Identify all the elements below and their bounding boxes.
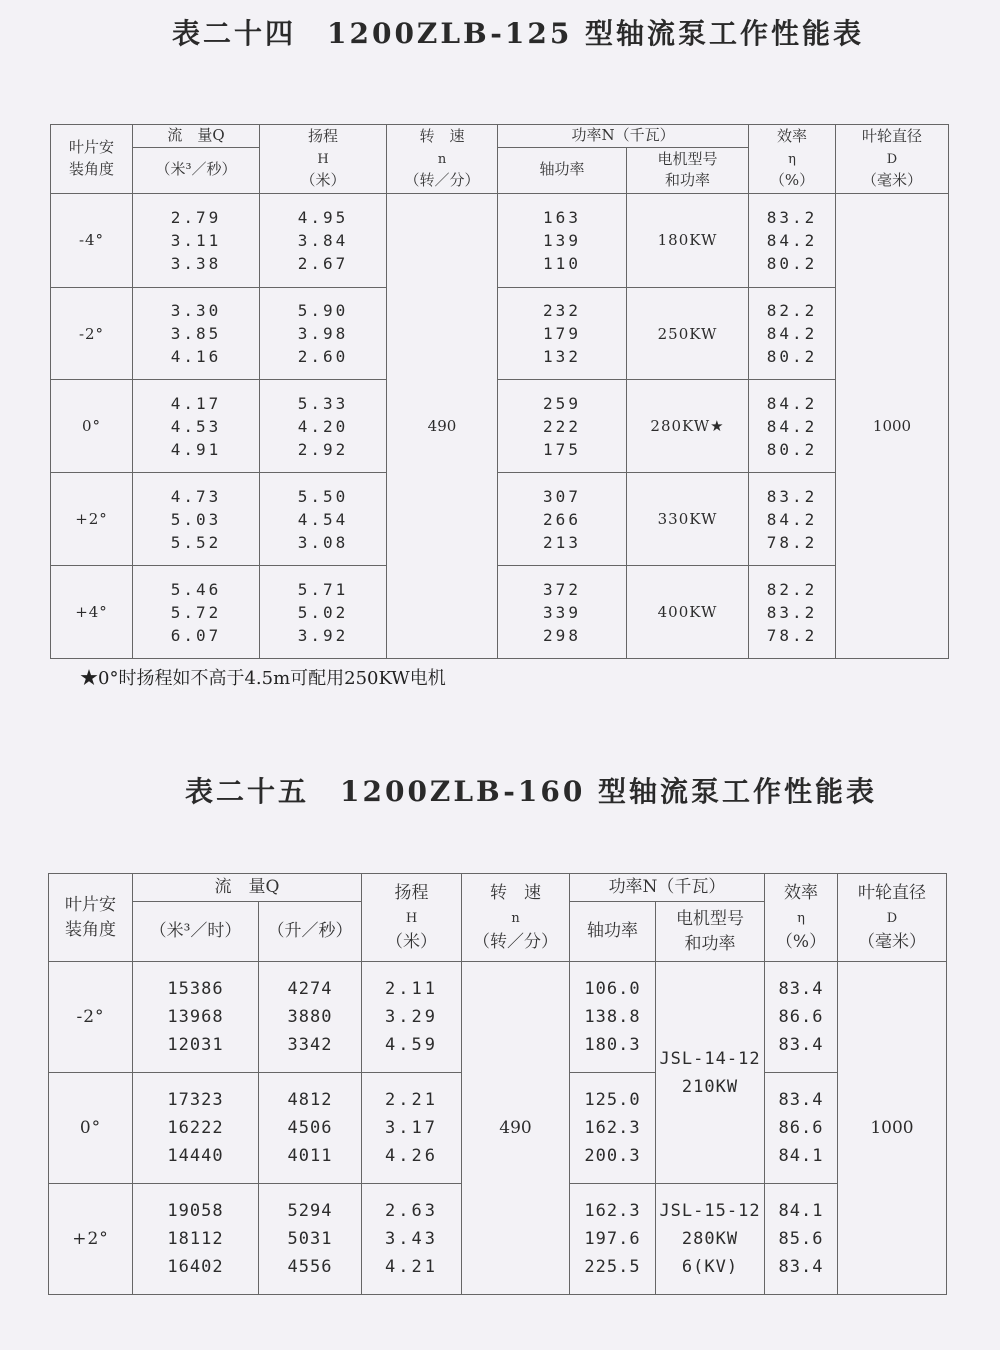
motor-cell	[656, 1184, 765, 1295]
efficiency-cell-lines	[765, 975, 837, 1059]
flow-ls-cell-value: 4812	[287, 1090, 333, 1110]
motor-cell: 280KW★	[627, 380, 749, 473]
head-cell-value: 5.71	[297, 579, 349, 599]
flow-cell-value: 3.30	[170, 301, 222, 321]
head-cell	[260, 566, 387, 659]
flow-ls-cell-value: 4556	[287, 1257, 333, 1277]
head-cell-value: 3.43	[385, 1229, 438, 1249]
head-cell-lines	[260, 485, 386, 554]
angle-cell: +2°	[51, 473, 133, 566]
flow-m3h-cell-lines	[133, 975, 258, 1059]
head-cell-value: 4.95	[297, 207, 349, 227]
header-speed: 转 速 n （转／分）	[387, 125, 498, 194]
header-motor: 电机型号 和功率	[627, 147, 749, 193]
efficiency-cell-lines	[765, 1197, 837, 1281]
head-cell-value: 3.17	[385, 1118, 438, 1138]
efficiency-cell-value: 80.2	[766, 347, 818, 367]
shaft-power-cell	[498, 380, 627, 473]
header-power: 功率N（千瓦）	[570, 874, 765, 902]
head-cell-value: 4.59	[385, 1035, 438, 1055]
flow-m3h-cell-value: 17323	[167, 1090, 224, 1110]
shaft-power-cell-value: 266	[543, 509, 581, 529]
flow-cell-lines	[133, 485, 259, 554]
shaft-power-cell-value: 162.3	[584, 1201, 641, 1221]
header-motor: 电机型号 和功率	[656, 902, 765, 962]
flow-cell-value: 4.17	[170, 393, 222, 413]
efficiency-cell	[749, 473, 836, 566]
header-head: 扬程 H （米）	[260, 125, 387, 194]
head-cell-value: 4.54	[297, 509, 349, 529]
header-flow-unit-m3h: （米³／时）	[133, 902, 259, 962]
efficiency-cell-value: 82.2	[766, 579, 818, 599]
efficiency-cell	[749, 566, 836, 659]
efficiency-cell-value: 82.2	[766, 301, 818, 321]
header-diameter: 叶轮直径 D （毫米）	[838, 874, 947, 962]
header-power: 功率N（千瓦）	[498, 125, 749, 148]
efficiency-cell-value: 80.2	[766, 253, 818, 273]
head-cell-value: 3.84	[297, 230, 349, 250]
shaft-power-cell	[498, 566, 627, 659]
motor-cell-value: JSL-14-12	[659, 1048, 761, 1069]
head-cell-value: 5.90	[297, 301, 349, 321]
head-cell	[362, 962, 462, 1073]
flow-m3h-cell-value: 19058	[167, 1201, 224, 1221]
efficiency-cell-value: 83.2	[766, 207, 818, 227]
shaft-power-cell	[570, 1184, 656, 1295]
flow-cell-value: 4.91	[170, 439, 222, 459]
head-cell-value: 3.08	[297, 532, 349, 552]
table-row	[49, 962, 947, 1073]
shaft-power-cell-value: 163	[543, 207, 581, 227]
motor-cell-lines	[656, 1045, 764, 1101]
head-cell	[260, 287, 387, 380]
table25-performance	[48, 873, 947, 1295]
flow-m3h-cell	[133, 1184, 259, 1295]
flow-cell	[133, 193, 260, 287]
efficiency-cell	[765, 962, 838, 1073]
shaft-power-cell	[498, 193, 627, 287]
head-cell-value: 2.92	[297, 439, 349, 459]
speed-cell: 490	[387, 193, 498, 658]
flow-ls-cell-value: 4274	[287, 979, 333, 999]
table-row	[51, 193, 949, 287]
flow-m3h-cell-value: 15386	[167, 979, 224, 999]
flow-ls-cell	[259, 962, 362, 1073]
header-efficiency: 效率 η （%）	[765, 874, 838, 962]
shaft-power-cell-value: 132	[543, 347, 581, 367]
shaft-power-cell-lines	[498, 299, 626, 368]
motor-cell-value: 6(KV)	[681, 1257, 739, 1277]
efficiency-cell-value: 84.2	[766, 230, 818, 250]
head-cell	[260, 380, 387, 473]
shaft-power-cell-value: 162.3	[584, 1118, 641, 1138]
header-flow-unit-ls: （升／秒）	[259, 902, 362, 962]
shaft-power-cell-value: 175	[543, 439, 581, 459]
efficiency-cell-lines	[765, 1086, 837, 1170]
head-cell-value: 3.29	[385, 1007, 438, 1027]
flow-ls-cell-value: 4011	[287, 1146, 333, 1166]
header-flow-unit: （米³／秒）	[133, 147, 260, 193]
flow-m3h-cell-value: 12031	[167, 1035, 224, 1055]
motor-cell	[656, 962, 765, 1184]
flow-m3h-cell-lines	[133, 1086, 258, 1170]
flow-m3h-cell-value: 16402	[167, 1257, 224, 1277]
head-cell-value: 2.63	[385, 1201, 438, 1221]
head-cell-value: 5.50	[297, 486, 349, 506]
shaft-power-cell-value: 222	[543, 416, 581, 436]
head-cell-lines	[260, 392, 386, 461]
header-shaft-power: 轴功率	[498, 147, 627, 193]
efficiency-cell-value: 84.2	[766, 324, 818, 344]
header-flow: 流 量Q	[133, 874, 362, 902]
flow-m3h-cell	[133, 1073, 259, 1184]
shaft-power-cell-value: 125.0	[584, 1090, 641, 1110]
flow-ls-cell-value: 3880	[287, 1007, 333, 1027]
head-cell	[260, 473, 387, 566]
head-cell-value: 4.20	[297, 416, 349, 436]
efficiency-cell-value: 86.6	[778, 1118, 824, 1138]
motor-cell: 250KW	[627, 287, 749, 380]
efficiency-cell	[765, 1073, 838, 1184]
header-efficiency: 效率 η （%）	[749, 125, 836, 194]
angle-cell: +2°	[49, 1184, 133, 1295]
shaft-power-cell-value: 139	[543, 230, 581, 250]
efficiency-cell-lines	[749, 299, 835, 368]
efficiency-cell-value: 84.2	[766, 509, 818, 529]
header-angle: 叶片安 装角度	[49, 874, 133, 962]
header-flow: 流 量Q	[133, 125, 260, 148]
efficiency-cell-value: 84.1	[778, 1146, 824, 1166]
shaft-power-cell-lines	[498, 578, 626, 647]
motor-cell: 330KW	[627, 473, 749, 566]
flow-cell-lines	[133, 299, 259, 368]
flow-cell-value: 2.79	[170, 207, 222, 227]
efficiency-cell-value: 86.6	[778, 1007, 824, 1027]
head-cell-value: 4.26	[385, 1146, 438, 1166]
flow-m3h-cell-value: 16222	[167, 1118, 224, 1138]
flow-ls-cell-lines	[259, 975, 361, 1059]
head-cell	[362, 1073, 462, 1184]
header-head: 扬程 H （米）	[362, 874, 462, 962]
angle-cell: 0°	[49, 1073, 133, 1184]
efficiency-cell-value: 83.2	[766, 602, 818, 622]
efficiency-cell-value: 83.2	[766, 486, 818, 506]
efficiency-cell-value: 83.4	[778, 1090, 824, 1110]
shaft-power-cell	[498, 287, 627, 380]
table-row	[51, 287, 949, 380]
header-diameter: 叶轮直径 D （毫米）	[836, 125, 949, 194]
head-cell-lines	[362, 1086, 461, 1170]
efficiency-cell-value: 84.2	[766, 393, 818, 413]
head-cell-value: 2.21	[385, 1090, 438, 1110]
head-cell-lines	[362, 975, 461, 1059]
flow-ls-cell-value: 3342	[287, 1035, 333, 1055]
flow-cell-value: 6.07	[170, 625, 222, 645]
table24-footnote: ★0°时扬程如不高于4.5m可配用250KW电机	[80, 668, 446, 689]
efficiency-cell	[749, 193, 836, 287]
head-cell-value: 5.02	[297, 602, 349, 622]
motor-cell: 400KW	[627, 566, 749, 659]
table24-performance	[50, 124, 949, 659]
head-cell-value: 3.98	[297, 324, 349, 344]
flow-cell-value: 4.53	[170, 416, 222, 436]
flow-m3h-cell-value: 18112	[167, 1229, 224, 1249]
efficiency-cell-value: 85.6	[778, 1229, 824, 1249]
flow-cell-value: 3.85	[170, 324, 222, 344]
efficiency-cell-lines	[749, 392, 835, 461]
efficiency-cell-value: 83.4	[778, 1257, 824, 1277]
motor-cell: 180KW	[627, 193, 749, 287]
table-row	[51, 380, 949, 473]
head-cell-value: 3.92	[297, 625, 349, 645]
shaft-power-cell-value: 213	[543, 532, 581, 552]
angle-cell: -2°	[51, 287, 133, 380]
efficiency-cell-value: 78.2	[766, 532, 818, 552]
shaft-power-cell-value: 372	[543, 579, 581, 599]
angle-cell: +4°	[51, 566, 133, 659]
shaft-power-cell-value: 110	[543, 253, 581, 273]
head-cell-value: 2.60	[297, 347, 349, 367]
flow-cell-value: 5.03	[170, 509, 222, 529]
shaft-power-cell-lines	[498, 206, 626, 275]
motor-cell-value: 210KW	[681, 1076, 739, 1097]
shaft-power-cell-value: 232	[543, 301, 581, 321]
shaft-power-cell-value: 180.3	[584, 1035, 641, 1055]
flow-ls-cell	[259, 1184, 362, 1295]
efficiency-cell-value: 78.2	[766, 625, 818, 645]
flow-cell-value: 5.52	[170, 532, 222, 552]
flow-cell	[133, 287, 260, 380]
efficiency-cell-lines	[749, 485, 835, 554]
head-cell-value: 2.11	[385, 979, 438, 999]
header-angle: 叶片安 装角度	[51, 125, 133, 194]
shaft-power-cell-lines	[570, 975, 655, 1059]
flow-cell-value: 3.38	[170, 253, 222, 273]
table-row	[51, 566, 949, 659]
efficiency-cell-value: 84.2	[766, 416, 818, 436]
header-speed: 转 速 n （转／分）	[462, 874, 570, 962]
flow-cell-value: 3.11	[170, 230, 222, 250]
head-cell-lines	[260, 299, 386, 368]
shaft-power-cell-value: 179	[543, 324, 581, 344]
shaft-power-cell-value: 339	[543, 602, 581, 622]
head-cell-lines	[260, 578, 386, 647]
motor-cell-value: 280KW	[681, 1229, 739, 1249]
efficiency-cell-value: 83.4	[778, 979, 824, 999]
flow-m3h-cell-value: 14440	[167, 1146, 224, 1166]
shaft-power-cell-value: 197.6	[584, 1229, 641, 1249]
flow-cell-value: 4.16	[170, 347, 222, 367]
head-cell-value: 2.67	[297, 253, 349, 273]
shaft-power-cell	[498, 473, 627, 566]
flow-cell-lines	[133, 206, 259, 275]
head-cell-lines	[362, 1197, 461, 1281]
efficiency-cell-lines	[749, 206, 835, 275]
shaft-power-cell-value: 259	[543, 393, 581, 413]
flow-m3h-cell	[133, 962, 259, 1073]
flow-m3h-cell-lines	[133, 1197, 258, 1281]
shaft-power-cell-value: 307	[543, 486, 581, 506]
flow-ls-cell-value: 5294	[287, 1201, 333, 1221]
efficiency-cell-lines	[749, 578, 835, 647]
flow-ls-cell-value: 4506	[287, 1118, 333, 1138]
head-cell-value: 4.21	[385, 1257, 438, 1277]
flow-cell	[133, 380, 260, 473]
head-cell-lines	[260, 206, 386, 275]
head-cell	[362, 1184, 462, 1295]
header-shaft-power: 轴功率	[570, 902, 656, 962]
diameter-cell: 1000	[836, 193, 949, 658]
flow-cell	[133, 566, 260, 659]
efficiency-cell-value: 83.4	[778, 1035, 824, 1055]
head-cell-value: 5.33	[297, 393, 349, 413]
efficiency-cell	[749, 287, 836, 380]
shaft-power-cell-value: 298	[543, 625, 581, 645]
angle-cell: -2°	[49, 962, 133, 1073]
flow-cell-value: 5.46	[170, 579, 222, 599]
flow-cell-lines	[133, 578, 259, 647]
efficiency-cell-value: 84.1	[778, 1201, 824, 1221]
flow-ls-cell-lines	[259, 1197, 361, 1281]
efficiency-cell-value: 80.2	[766, 439, 818, 459]
flow-cell-value: 4.73	[170, 486, 222, 506]
shaft-power-cell-lines	[570, 1197, 655, 1281]
table-row	[51, 473, 949, 566]
shaft-power-cell-value: 200.3	[584, 1146, 641, 1166]
shaft-power-cell-value: 106.0	[584, 979, 641, 999]
motor-cell-lines	[656, 1197, 764, 1281]
shaft-power-cell	[570, 962, 656, 1073]
shaft-power-cell-value: 138.8	[584, 1007, 641, 1027]
angle-cell: -4°	[51, 193, 133, 287]
flow-ls-cell-value: 5031	[287, 1229, 333, 1249]
shaft-power-cell-lines	[498, 392, 626, 461]
flow-cell	[133, 473, 260, 566]
flow-m3h-cell-value: 13968	[167, 1007, 224, 1027]
table25-title: 表二十五 1200ZLB-160 型轴流泵工作性能表	[185, 775, 878, 808]
angle-cell: 0°	[51, 380, 133, 473]
shaft-power-cell	[570, 1073, 656, 1184]
speed-cell: 490	[462, 962, 570, 1295]
motor-cell-value: JSL-15-12	[659, 1201, 761, 1221]
flow-ls-cell-lines	[259, 1086, 361, 1170]
shaft-power-cell-lines	[498, 485, 626, 554]
diameter-cell: 1000	[838, 962, 947, 1295]
shaft-power-cell-value: 225.5	[584, 1257, 641, 1277]
flow-ls-cell	[259, 1073, 362, 1184]
flow-cell-lines	[133, 392, 259, 461]
efficiency-cell	[749, 380, 836, 473]
efficiency-cell	[765, 1184, 838, 1295]
shaft-power-cell-lines	[570, 1086, 655, 1170]
head-cell	[260, 193, 387, 287]
table24-title: 表二十四 1200ZLB-125 型轴流泵工作性能表	[172, 17, 865, 50]
flow-cell-value: 5.72	[170, 602, 222, 622]
